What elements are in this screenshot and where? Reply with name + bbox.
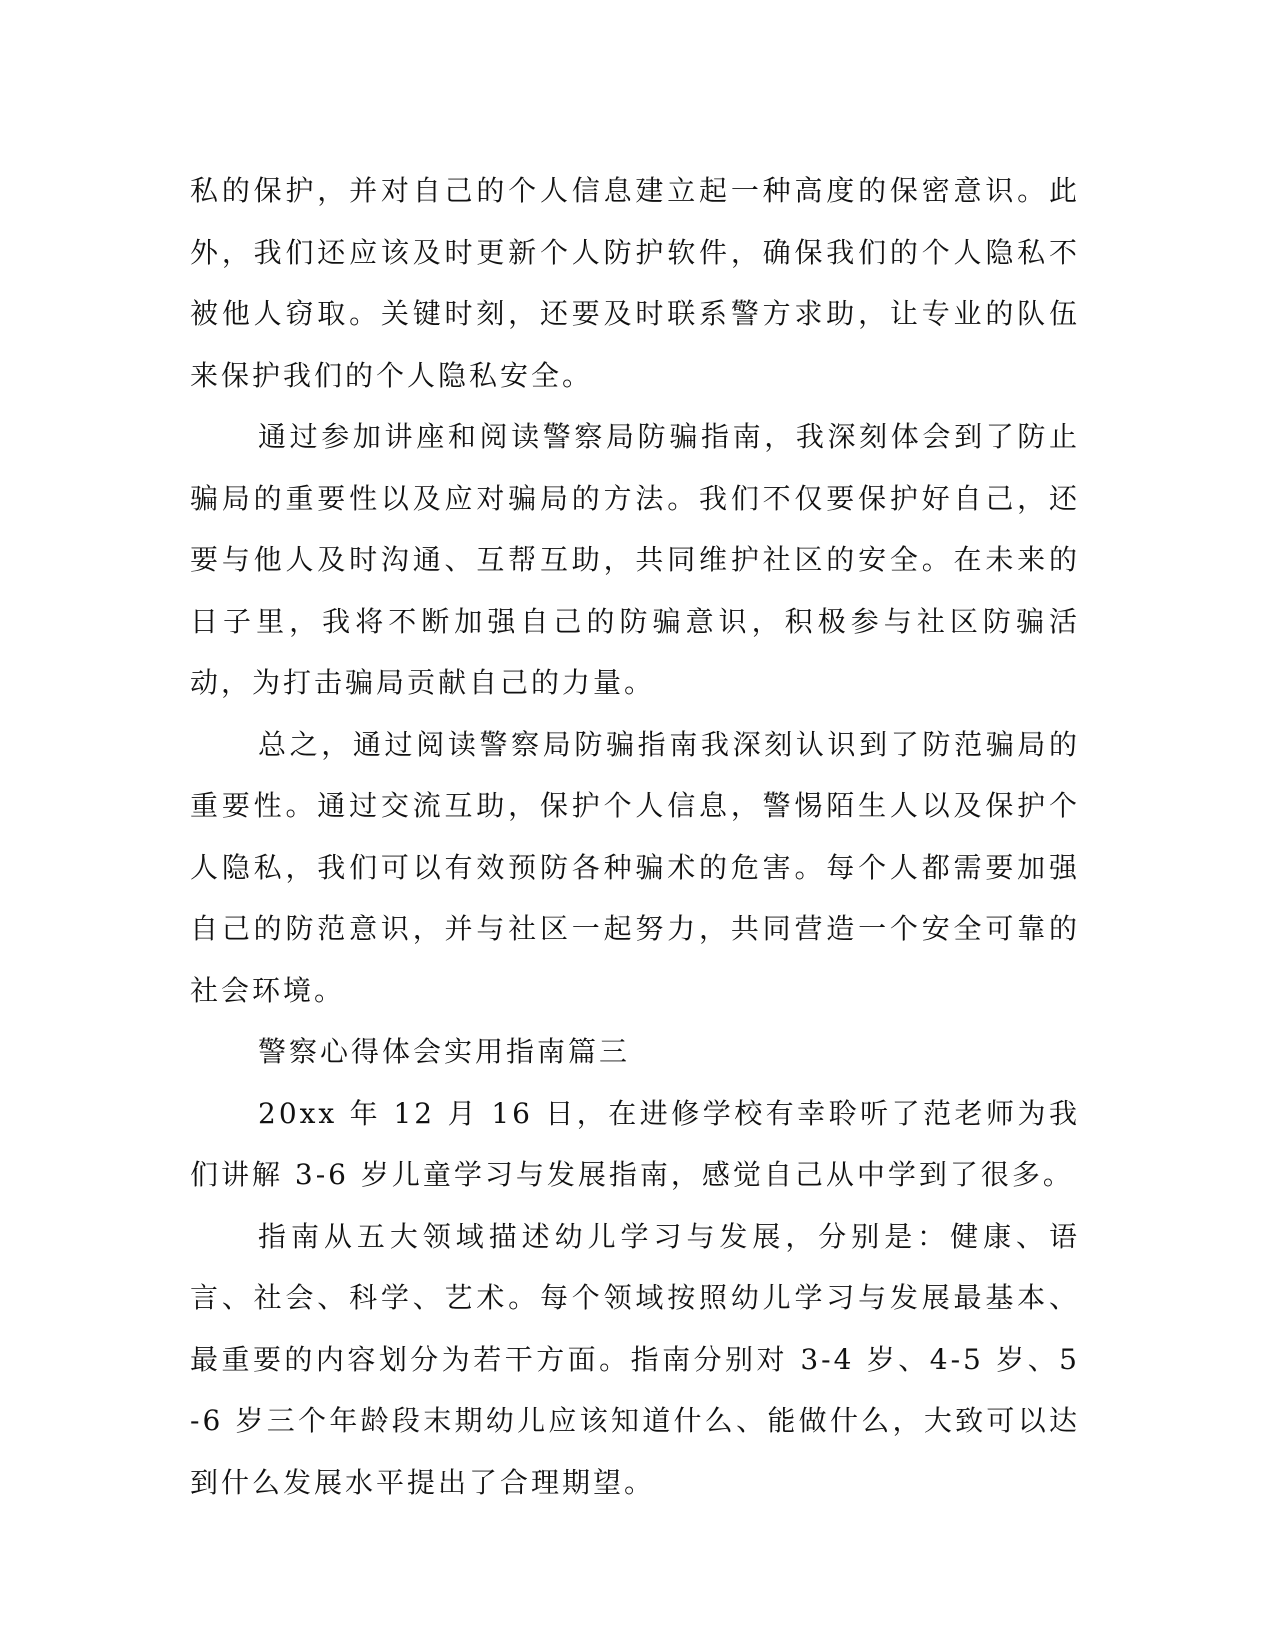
paragraph-lecture-date: 20xx 年 12 月 16 日，在进修学校有幸聆听了范老师为我们讲解 3-6 岁儿童学习与发展指南，感觉自己从中学到了很多。 [190, 1096, 1080, 1191]
paragraph-guide-domains: 指南从五大领域描述幼儿学习与发展，分别是：健康、语言、社会、科学、艺术。每个领域按照幼儿学习与发展最基本、最重要的内容划分为若干方面。指南分别对 3-4 岁、4-5 岁、5-6 岁三个年龄段末期幼儿应该知道什么、能做什么，大致可以达到什么发展水平提出了合理期望。 [190, 1219, 1080, 1499]
paragraph-lecture-reflection: 通过参加讲座和阅读警察局防骗指南，我深刻体会到了防止骗局的重要性以及应对骗局的方法。我们不仅要保护好自己，还要与他人及时沟通、互帮互助，共同维护社区的安全。在未来的日子里，我将不断加强自己的防骗意识，积极参与社区防骗活动，为打击骗局贡献自己的力量。 [190, 420, 1080, 699]
paragraph-conclusion: 总之，通过阅读警察局防骗指南我深刻认识到了防范骗局的重要性。通过交流互助，保护个人信息，警惕陌生人以及保护个人隐私，我们可以有效预防各种骗术的危害。每个人都需要加强自己的防范意识，并与社区一起努力，共同营造一个安全可靠的社会环境。 [190, 727, 1080, 1007]
paragraph-privacy-protection: 私的保护，并对自己的个人信息建立起一种高度的保密意识。此外，我们还应该及时更新个人防护软件，确保我们的个人隐私不被他人窃取。关键时刻，还要及时联系警方求助，让专业的队伍来保护我们的个人隐私安全。 [190, 174, 1080, 392]
section-heading: 警察心得体会实用指南篇三 [258, 1035, 631, 1068]
document-body [190, 160, 1080, 1513]
